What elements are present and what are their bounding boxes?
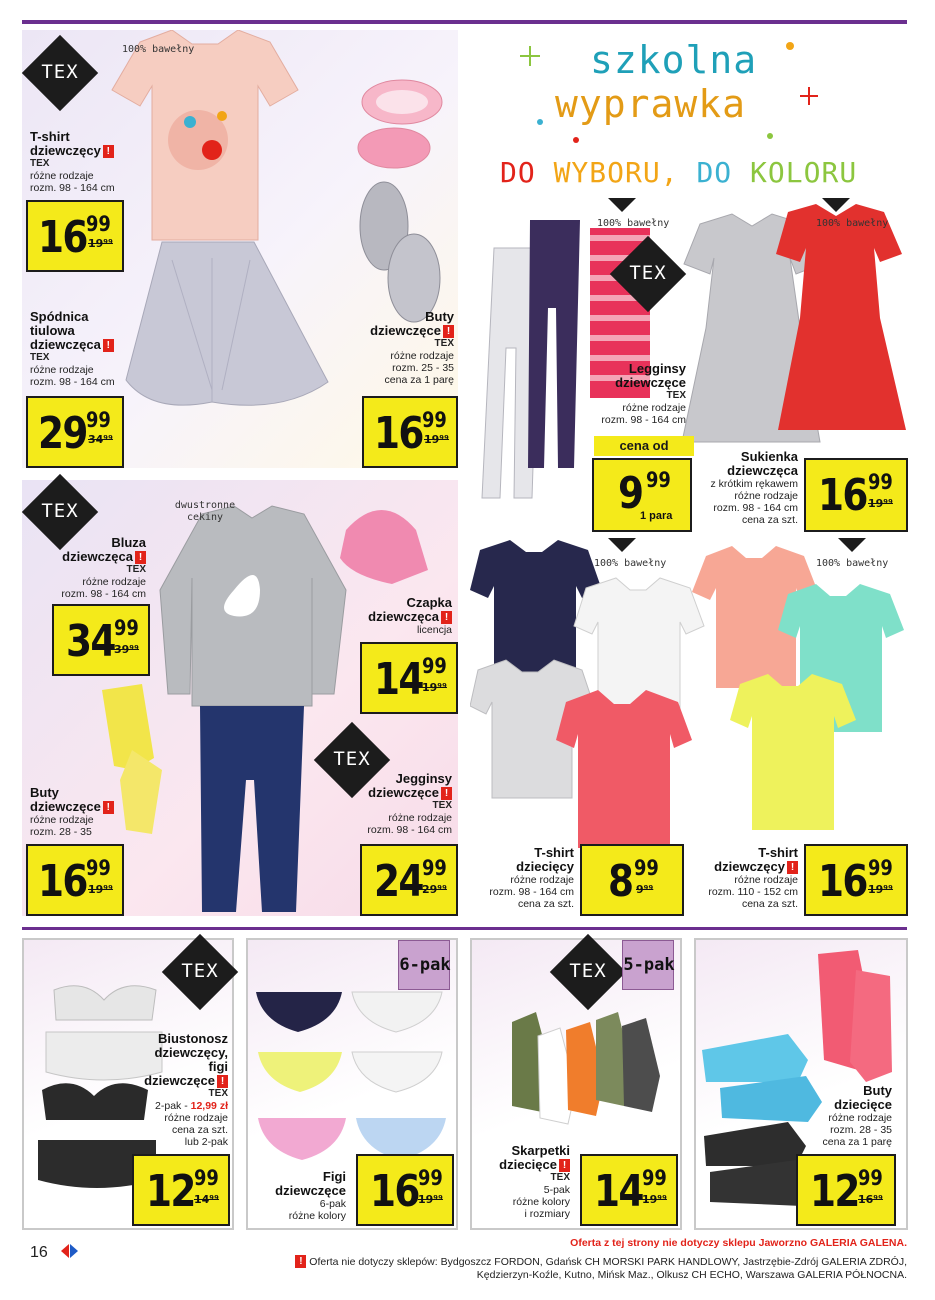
price-cap: 14 99 19⁹⁹ bbox=[360, 642, 458, 714]
cotton-note-dress: 100% bawełny bbox=[816, 218, 889, 229]
header-title-line2: wyprawka bbox=[555, 82, 747, 126]
tex-badge-bra: TEX bbox=[162, 934, 238, 1010]
price-leggings: 9 99 1 para bbox=[592, 458, 692, 532]
socks-desc: Skarpetki dziecięce ! TEX 5-pak różne kolory i rozmiary bbox=[499, 1143, 570, 1220]
price-dress: 16 99 19⁹⁹ bbox=[804, 458, 908, 532]
tex-badge-socks: TEX bbox=[550, 934, 626, 1010]
tex-badge: TEX bbox=[22, 35, 98, 111]
price-tshirt-girl2: 16 99 19⁹⁹ bbox=[804, 844, 908, 916]
header-slogan: DO WYBORU, DO KOLORU bbox=[500, 156, 858, 189]
price-tshirt-girl: 16 99 19⁹⁹ bbox=[26, 200, 124, 272]
tex-badge-jeggings: TEX bbox=[314, 722, 390, 798]
dress-desc: Sukienka dziewczęca z krótkim rękawem różne rodzaje rozm. 98 - 164 cm cena za szt. bbox=[710, 449, 798, 526]
price-skirt: 29 99 34⁹⁹ bbox=[26, 396, 124, 468]
price-from-badge: cena od bbox=[594, 436, 694, 456]
sequins-note: dwustronne cekiny bbox=[174, 500, 236, 523]
tex-badge-leggings: TEX bbox=[610, 236, 686, 312]
tshirt-girl-desc: T-shirt dziewczęcy ! TEX różne rodzaje rozm. 98 - 164 cm bbox=[30, 129, 115, 194]
tshirt-kids-desc: T-shirt dziecięcy różne rodzaje rozm. 98 - 164 cm cena za szt. bbox=[489, 845, 574, 910]
cotton-note-kids: 100% bawełny bbox=[594, 558, 667, 569]
shoes-girl-desc: Buty dziewczęce ! TEX różne rodzaje rozm. 25 - 35 cena za 1 parę bbox=[370, 309, 454, 386]
price-sneakers-girl: 16 99 19⁹⁹ bbox=[26, 844, 124, 916]
cotton-note-girl: 100% bawełny bbox=[816, 558, 889, 569]
jeggings-desc: Jegginsy dziewczęce ! TEX różne rodzaje rozm. 98 - 164 cm bbox=[367, 771, 452, 836]
cap-desc: Czapka dziewczęca ! licencja bbox=[368, 595, 452, 636]
pak-badge-socks: 5-pak bbox=[622, 940, 674, 990]
price-kids-shoes: 12 99 16⁹⁹ bbox=[796, 1154, 896, 1226]
price-briefs: 16 99 19⁹⁹ bbox=[356, 1154, 454, 1226]
page-number: 16 bbox=[30, 1244, 48, 1261]
offer-note: Oferta z tej strony nie dotyczy sklepu Jaworzno GALERIA GALENA. bbox=[570, 1237, 907, 1249]
notch-leggings bbox=[608, 198, 636, 212]
cotton-note: 100% bawełny bbox=[122, 44, 195, 55]
notch-kids-tshirts bbox=[608, 538, 636, 552]
header-title-line1: szkolna bbox=[590, 38, 758, 82]
exclusion-note: ! Oferta nie dotyczy sklepów: Bydgoszcz FORDON, Gdańsk CH MORSKI PARK HANDLOWY, Jastrzębie-Zdrój GALERIA ZDRÓJ, Kędzierzyn-Koźle, Kutno, Mińsk Maz., Olkusz CH ECHO, Warszawa GALERIA PÓŁNOCNA. bbox=[207, 1255, 907, 1282]
notch-girl-tshirts bbox=[838, 538, 866, 552]
tex-badge-sweatshirt: TEX bbox=[22, 474, 98, 550]
price-shoes-girl: 16 99 19⁹⁹ bbox=[362, 396, 458, 468]
price-bra: 12 99 14⁹⁹ bbox=[132, 1154, 230, 1226]
price-socks: 14 99 19⁹⁹ bbox=[580, 1154, 678, 1226]
kids-shoes-desc: Buty dziecięce różne rodzaje rozm. 28 - 35 cena za 1 parę bbox=[822, 1083, 892, 1148]
sneakers-girl-desc: Buty dziewczęce ! różne rodzaje rozm. 28 - 35 bbox=[30, 786, 140, 838]
tshirt-girl2-desc: T-shirt dziewczęcy ! różne rodzaje rozm. 110 - 152 cm cena za szt. bbox=[708, 845, 798, 910]
bra-desc: Biustonosz dziewczęcy, figi dziewczęce ! TEX 2-pak - 12,99 zł różne rodzaje cena za szt. lub 2-pak bbox=[144, 1031, 228, 1148]
sweatshirt-desc: Bluza dziewczęca ! TEX różne rodzaje rozm. 98 - 164 cm bbox=[61, 535, 146, 600]
notch-dress bbox=[822, 198, 850, 212]
carrefour-logo-icon bbox=[58, 1242, 80, 1260]
leggings-desc: Legginsy dziewczęce TEX różne rodzaje rozm. 98 - 164 cm bbox=[601, 361, 686, 426]
pak-badge-briefs: 6-pak bbox=[398, 940, 450, 990]
skirt-desc: Spódnica tiulowa dziewczęca ! TEX różne rodzaje rozm. 98 - 164 cm bbox=[30, 309, 115, 388]
briefs-desc: Figi dziewczęce 6-pak różne kolory bbox=[275, 1169, 346, 1222]
middle-rule bbox=[22, 927, 907, 930]
price-jeggings: 24 99 29⁹⁹ bbox=[360, 844, 458, 916]
price-sweatshirt: 34 99 39⁹⁹ bbox=[52, 604, 150, 676]
cotton-note-leggings: 100% bawełny bbox=[597, 218, 670, 229]
price-tshirt-kids: 8 99 9⁹⁹ bbox=[580, 844, 684, 916]
